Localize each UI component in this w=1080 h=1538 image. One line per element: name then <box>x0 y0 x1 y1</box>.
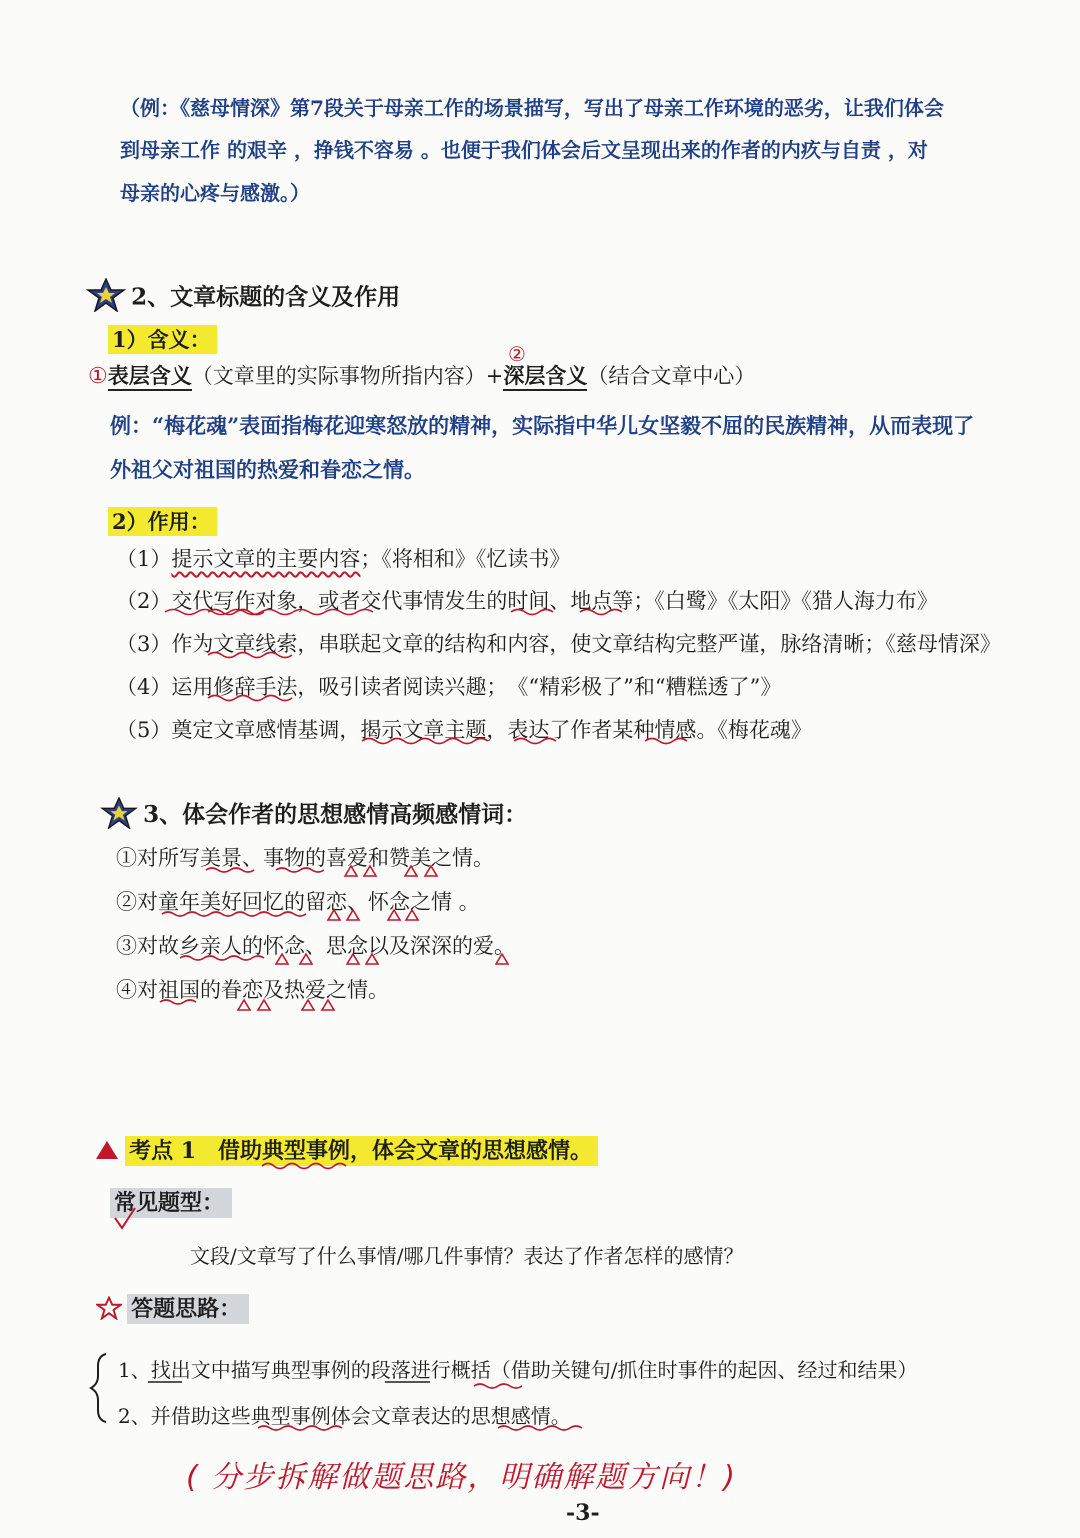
example-line-3: 母亲的心疼与感激。） <box>120 181 310 205</box>
section-2-title: 2、文章标题的含义及作用 <box>131 283 401 311</box>
role-item-3: （3）作为文章线索，串联起文章的结构和内容，使文章结构完整严谨，脉络清晰；《慈母情深》 <box>116 632 1001 656</box>
role-label: 2）作用： <box>108 506 217 536</box>
role-item-2: （2）交代写作对象，或者交代事情发生的时间、地点等；《白鹭》《太阳》《猎人海力布》 <box>116 589 938 613</box>
circled-number-1: ① <box>88 364 108 389</box>
question-type-label: 常见题型： <box>110 1186 232 1217</box>
deep-note: （结合文章中心） <box>587 364 756 388</box>
emotion-item-4: ④对祖国的眷恋及热爱之情。 <box>116 978 389 1002</box>
approach-label: 答题思路： <box>127 1294 249 1324</box>
handwritten-note: ( 分步拆解做题思路，明确解题方向！) <box>186 1460 737 1495</box>
role-item-1: （1）提示文章的主要内容；《将相和》《忆读书》 <box>116 547 571 571</box>
section-3-title: 3、体会作者的思想感情高频感情词： <box>143 801 528 828</box>
role-item-4: （4）运用修辞手法，吸引读者阅读兴趣； 《“精彩极了”和“糟糕透了”》 <box>116 675 782 699</box>
role-item-5: （5）奠定文章感情基调，揭示文章主题，表达了作者某种情感。《梅花魂》 <box>116 718 812 742</box>
emotion-item-3: ③对故乡亲人的怀念、思念以及深深的爱。 <box>116 934 515 958</box>
title-example-line-1: 例：“梅花魂”表面指梅花迎寒怒放的精神，实际指中华儿女坚毅不屈的民族精神，从而表现了 <box>110 413 975 438</box>
deep-meaning: 深层含义 <box>503 363 587 391</box>
page-number: -3- <box>566 1500 600 1526</box>
title-example-line-2: 外祖父对祖国的热爱和眷恋之情。 <box>110 457 425 482</box>
kaodian-title: 考点 1 借助典型事例，体会文章的思想感情。 <box>125 1136 598 1166</box>
emotion-item-2: ②对童年美好回忆的留恋、怀念之情 。 <box>116 890 480 914</box>
meaning-label: 1）含义： <box>108 324 217 354</box>
surface-note: （文章里的实际事物所指内容）+ <box>191 364 504 388</box>
question-type-text: 文段/文章写了什么事情/哪几件事情？表达了作者怎样的感情？ <box>190 1244 744 1268</box>
approach-step-1: 1、找出文中描写典型事例的段落进行概括（借助关键句/抓住时事件的起因、经过和结果） <box>118 1358 918 1382</box>
approach-step-2: 2、并借助这些典型事例体会文章表达的思想感情。 <box>118 1404 571 1428</box>
example-line-1: （例：《慈母情深》第7段关于母亲工作的场景描写，写出了母亲工作环境的恶劣，让我们体会 <box>120 96 944 120</box>
circled-number-2: ② <box>508 342 526 366</box>
emotion-item-1: ①对所写美景、事物的喜爱和赞美之情。 <box>116 846 494 870</box>
example-line-2: 到母亲工作 的艰辛 ，挣钱不容易 。也便于我们体会后文呈现出来的作者的内疚与自责 ，对 <box>120 138 928 162</box>
surface-meaning: 表层含义 <box>108 363 192 391</box>
